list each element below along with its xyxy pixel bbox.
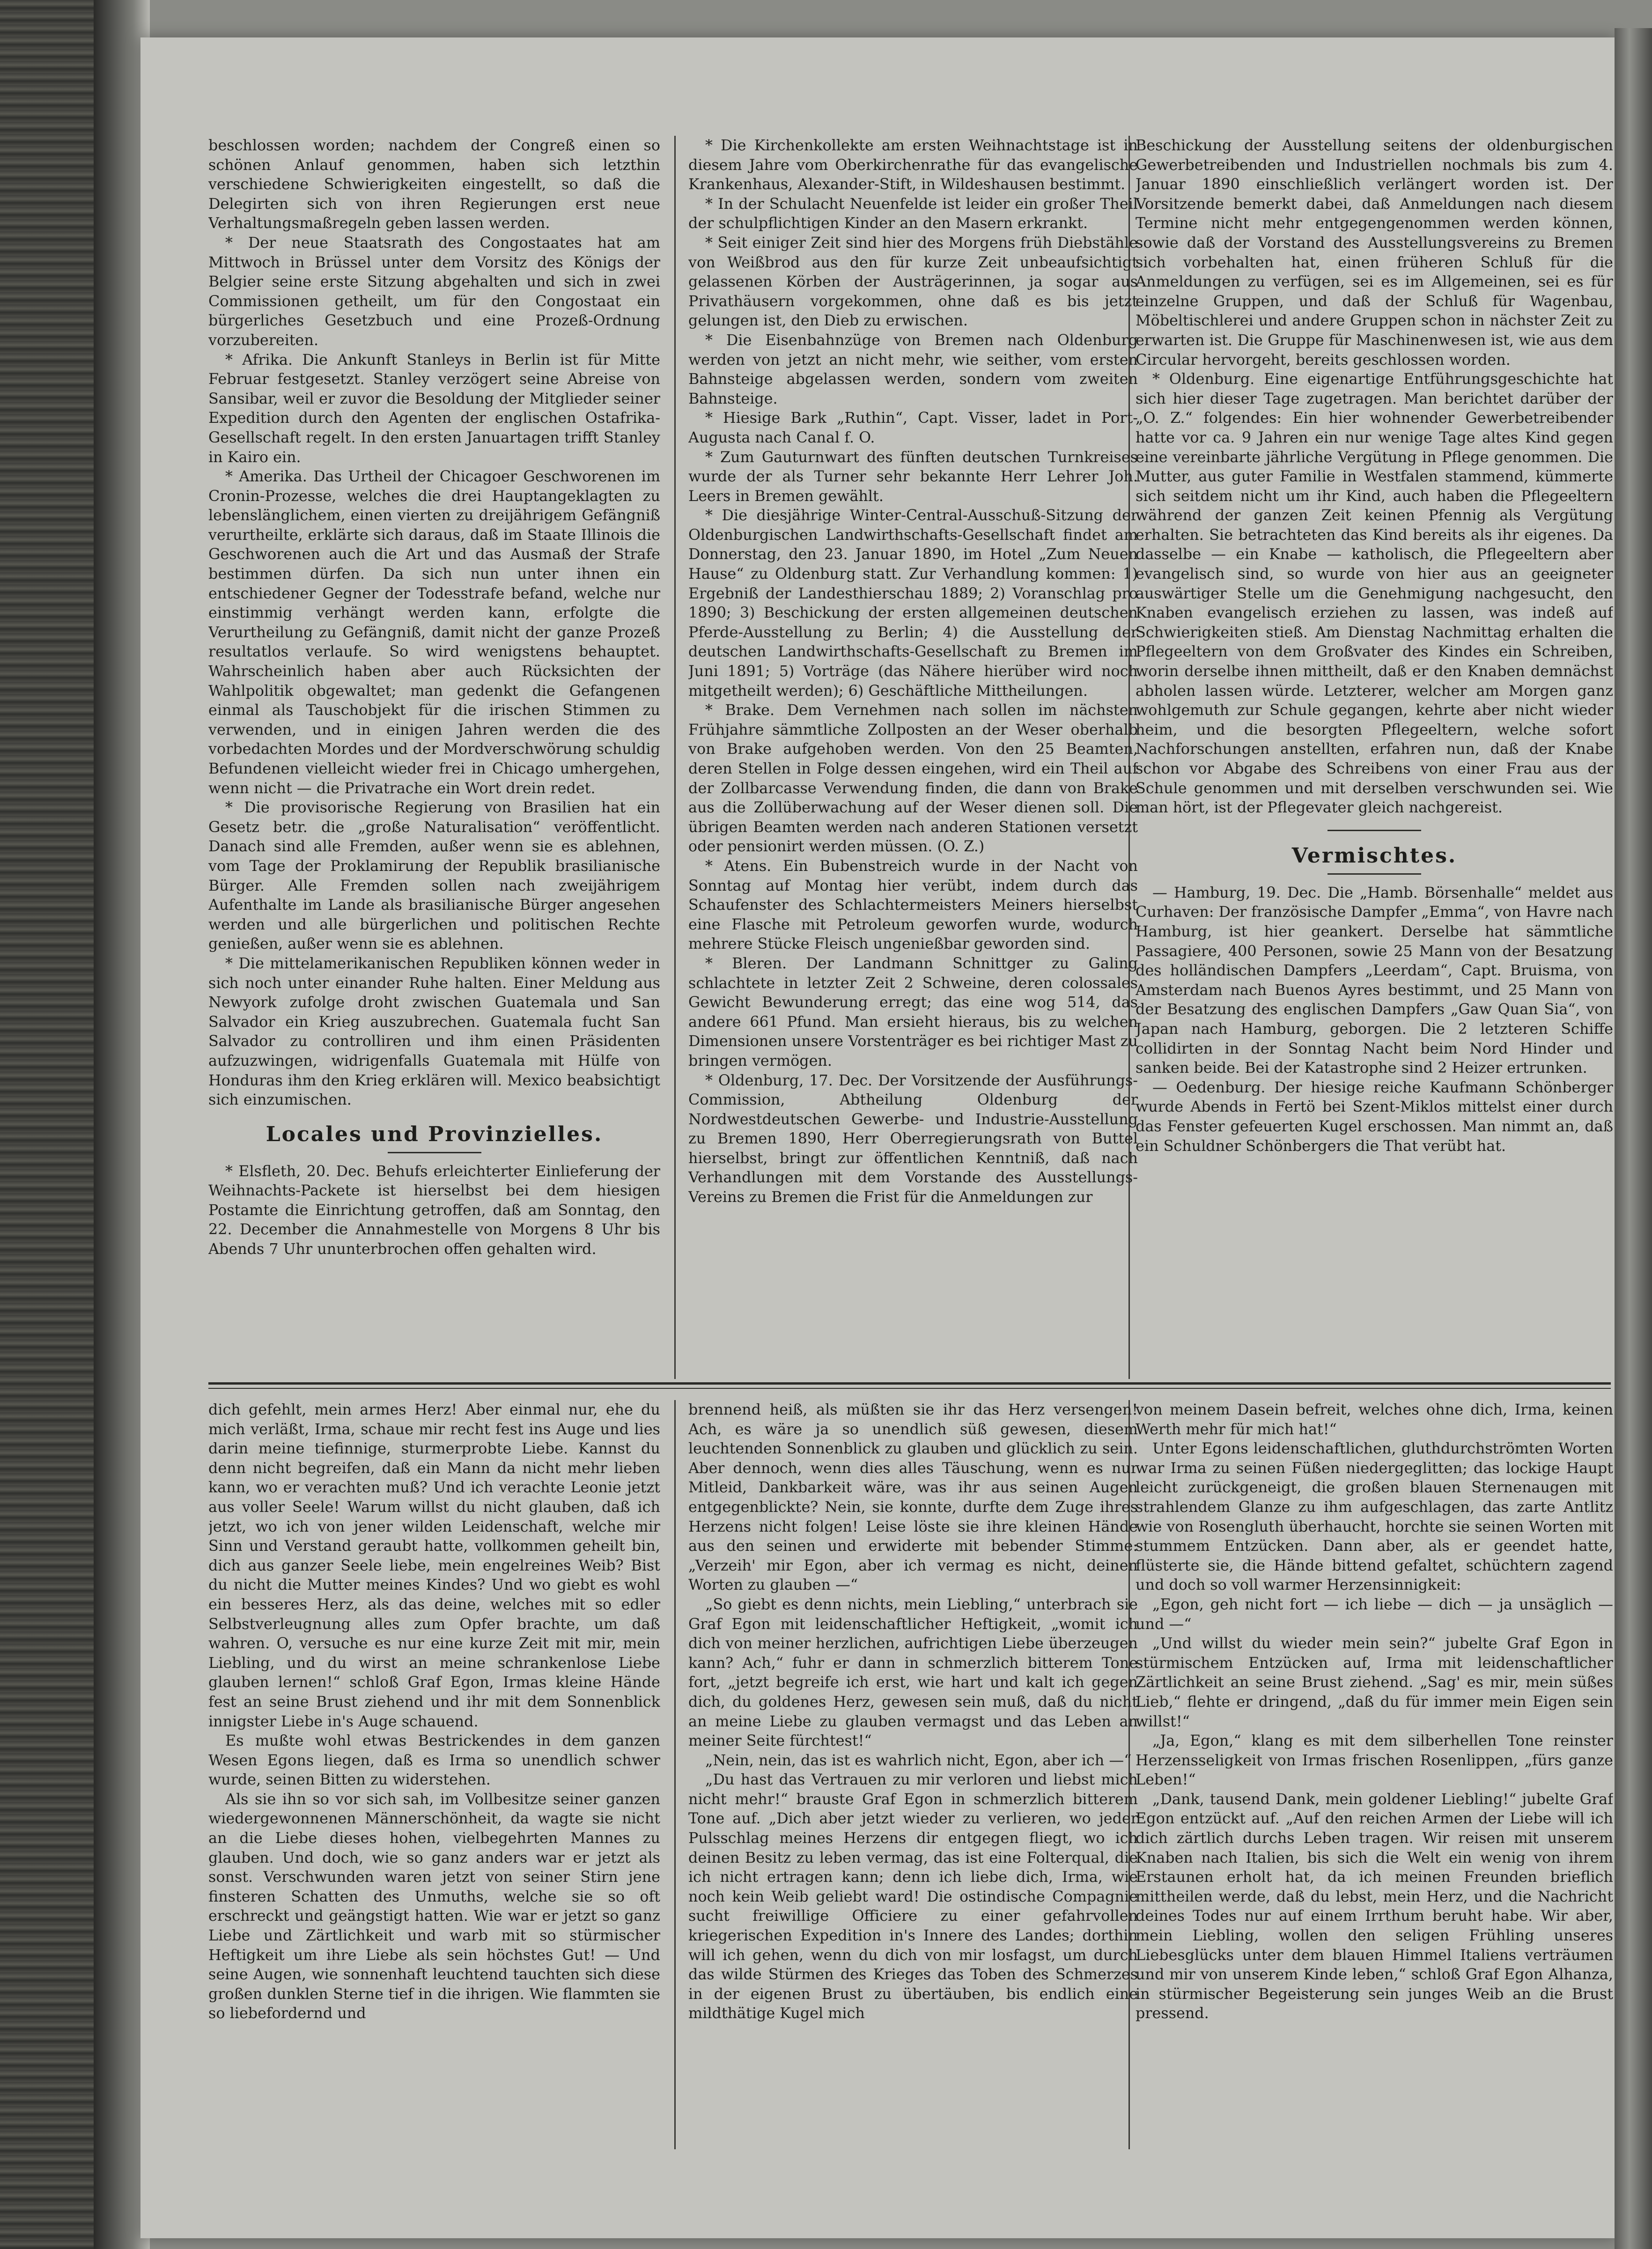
- serial-column-2: [688, 1400, 1138, 2149]
- story-paragraph: dich gefehlt, mein armes Herz! Aber einmal nur, ehe du mich verläßt, Irma, schaue mir recht fest ins Auge und lies darin meine tiefinnige, sturmerprobte Liebe. Kannst du denn nicht begreifen, daß ein Mann da nicht mehr lieben kann, wo er verachten muß? Und ich verachte Leonie jetzt aus voller Seele! Warum willst du nicht glauben, daß ich jetzt, wo ich von jener wilden Leidenschaft, welche mir Sinn und Verstand geraubt hatte, vollkommen geheilt bin, dich aus ganzer Seele liebe, mein engelreines Weib? Bist du nicht die Mutter meines Kindes? Und wo giebt es wohl ein besseres Herz, als das deine, welches mit so edler Selbstverleugnung alles zum Opfer brachte, um daß wahren. O, versuche es nur eine kurze Zeit mit mir, mein Liebling, und du wirst an meine schrankenlose Liebe glauben lernen!“ schloß Graf Egon, Irmas kleine Hände fest an seine Brust ziehend und ihr mit dem Sonnenblick innigster Liebe in's Auge schauend.: [208, 1401, 660, 1730]
- article-paragraph: beschlossen worden; nachdem der Congreß einen so schönen Anlauf genommen, haben sich letzthin verschiedene Schwierigkeiten eingestellt, so daß die Delegirten sich von ihren Regierungen erst neue Verhaltungsmaßregeln geben lassen werden.: [208, 137, 660, 232]
- article-paragraph: * Die diesjährige Winter-Central-Ausschuß-Sitzung der Oldenburgischen Landwirthschafts-Gesellschaft findet am Donnerstag, den 23. Januar 1890, im Hotel „Zum Neuen Hause“ zu Oldenburg statt. Zur Verhandlung kommen: 1) Ergebniß der Landesthierschau 1889; 2) Voranschlag pro 1890; 3) Beschickung der ersten allgemeinen deutschen Pferde-Ausstellung zu Berlin; 4) die Ausstellung der deutschen Landwirthschafts-Gesellschaft zu Bremen im Juni 1891; 5) Vorträge (das Nähere hierüber wird noch mitgetheilt werden); 6) Geschäftliche Mittheilungen.: [688, 507, 1138, 700]
- story-paragraph: „Egon, geh nicht fort — ich liebe — dich — ja unsäglich — und —“: [1136, 1595, 1613, 1633]
- story-paragraph: Unter Egons leidenschaftlichen, gluthdurchströmten Worten war Irma zu seinen Füßen niedergeglitten; das lockige Haupt leicht zurückgeneigt, die großen blauen Sternenaugen mit strahlendem Glanze zu ihm aufgeschlagen, das zarte Antlitz wie von Rosengluth überhaucht, horchte sie seinen Worten mit stummem Entzücken. Dann aber, als er geendet hatte, flüsterte sie, die Hände bittend gefaltet, schüchtern zagend und doch so voll warmer Herzensinnigkeit:: [1136, 1440, 1613, 1594]
- article-paragraph: * Die Kirchenkollekte am ersten Weihnachtstage ist in diesem Jahre vom Oberkirchenrathe für das evangelische Krankenhaus, Alexander-Stift, in Wildeshausen bestimmt.: [688, 137, 1138, 193]
- article-paragraph: * Zum Gauturnwart des fünften deutschen Turnkreises wurde der als Turner sehr bekannte Herr Lehrer Joh. Leers in Bremen gewählt.: [688, 448, 1138, 505]
- book-binding: [0, 0, 108, 2249]
- section-heading-locales: Locales und Provinzielles.: [266, 1122, 603, 1146]
- next-page-edge: [1615, 28, 1652, 2249]
- serial-column-1: [208, 1400, 660, 2149]
- heading-rule: [388, 1152, 481, 1153]
- article-paragraph: * Elsfleth, 20. Dec. Behufs erleichterter Einlieferung der Weihnachts-Packete ist hierselbst bei dem hiesigen Postamte die Einrichtung getroffen, daß am Sonntag, den 22. December die Annahmestelle von Morgens 8 Uhr bis Abends 7 Uhr ununterbrochen offen gehalten wird.: [208, 1162, 660, 1258]
- article-paragraph: * Der neue Staatsrath des Congostaates hat am Mittwoch in Brüssel unter dem Vorsitz des Königs der Belgier seine erste Sitzung abgehalten und sich in zwei Commissionen getheilt, um für den Congostaat ein bürgerliches Gesetzbuch und eine Prozeß-Ordnung vorzubereiten.: [208, 234, 660, 349]
- section-rule: [208, 1382, 1611, 1385]
- article-paragraph: * Brake. Dem Vernehmen nach sollen im nächsten Frühjahre sämmtliche Zollposten an der Weser oberhalb von Brake aufgehoben werden. Von den 25 Beamten, deren Stellen in Folge dessen eingehen, wird ein Theil auf der Zollbarcasse Verwendung finden, die dann von Brake aus die Zollüberwachung auf der Weser dienen soll. Die übrigen Beamten werden nach anderen Stationen versetzt oder pensionirt werden müssen. (O. Z.): [688, 701, 1138, 855]
- article-paragraph: Beschickung der Ausstellung seitens der oldenburgischen Gewerbetreibenden und Industriellen nochmals bis zum 4. Januar 1890 einschließlich verlängert worden ist. Der Vorsitzende bemerkt dabei, daß Anmeldungen nach diesem Termine nicht mehr entgegengenommen werden können, sowie daß der Vorstand des Ausstellungsvereins zu Bremen sich vorbehalten hat, einen früheren Schluß für die Anmeldungen zu verfügen, sei es im Allgemeinen, sei es für einzelne Gruppen, und daß der Schluß für Wagenbau, Möbeltischlerei und andere Gruppen schon in nächster Zeit zu erwarten ist. Die Gruppe für Maschinenwesen ist, wie aus dem Circular hervorgeht, bereits geschlossen worden.: [1136, 137, 1613, 369]
- article-paragraph: * Afrika. Die Ankunft Stanleys in Berlin ist für Mitte Februar festgesetzt. Stanley verzögert seine Abreise von Sansibar, weil er zuvor die Besoldung der Mitglieder seiner Expedition durch den Agenten der englischen Ostafrika-Gesellschaft regelt. In den ersten Januartagen trifft Stanley in Kairo ein.: [208, 351, 660, 466]
- article-paragraph: * Atens. Ein Bubenstreich wurde in der Nacht von Sonntag auf Montag hier verübt, indem durch das Schaufenster des Schlachtermeisters Meiners hierselbst eine Flasche mit Petroleum geworfen wurde, wodurch mehrere Stücke Fleisch ungenießbar geworden sind.: [688, 857, 1138, 953]
- story-paragraph: „Und willst du wieder mein sein?“ jubelte Graf Egon in stürmischem Entzücken auf, Irma mit leidenschaftlicher Zärtlichkeit an seine Brust ziehend. „Sag' es mir, mein süßes Lieb,“ flehte er dringend, „daß du für immer mein Eigen sein willst!“: [1136, 1635, 1613, 1730]
- serial-column-3: [1136, 1400, 1613, 2149]
- article-paragraph: — Oedenburg. Der hiesige reiche Kaufmann Schönberger wurde Abends in Fertö bei Szent-Miklos mittelst einer durch das Fenster gefeuerten Kugel erschossen. Man nimmt an, daß ein Schuldner Schönbergers die That verübt hat.: [1136, 1078, 1613, 1155]
- heading-rule: [1328, 830, 1421, 831]
- article-paragraph: * Hiesige Bark „Ruthin“, Capt. Visser, ladet in Port-Augusta nach Canal f. O.: [688, 409, 1138, 446]
- column-rule-bottom-1: [674, 1400, 676, 2149]
- article-paragraph: * Oldenburg, 17. Dec. Der Vorsitzende der Ausführungs-Commission, Abtheilung Oldenburg der Nordwestdeutschen Gewerbe- und Industrie-Ausstellung zu Bremen 1890, Herr Oberregierungsrath von Buttel hierselbst, bringt zur öffentlichen Kenntniß, daß nach Verhandlungen mit dem Vorstande des Ausstellungs-Vereins zu Bremen die Frist für die Anmeldungen zur: [688, 1071, 1138, 1206]
- story-paragraph: „Du hast das Vertrauen zu mir verloren und liebst mich nicht mehr!“ brauste Graf Egon in schmerzlich bitterem Tone auf. „Dich aber jetzt wieder zu verlieren, wo jeder Pulsschlag meines Herzens dir entgegen fliegt, wo ich deinen Besitz zu leben vermag, das ist eine Folterqual, die ich nicht ertragen kann; denn ich liebe dich, Irma, wie noch kein Weib geliebt ward! Die ostindische Compagnie sucht freiwillige Officiere zu einer gefahrvollen kriegerischen Expedition in's Innere des Landes; dorthin will ich gehen, wenn du dich von mir losfagst, um durch das wilde Stürmen des Krieges das Toben des Schmerzes in der eigenen Brust zu übertäuben, bis endlich eine mildthätige Kugel mich: [688, 1771, 1138, 2022]
- article-paragraph: * Seit einiger Zeit sind hier des Morgens früh Diebstähle von Weißbrod aus den für kurze Zeit unbeaufsichtigt gelassenen Körben der Austrägerinnen, ja sogar aus Privathäusern vorgekommen, ohne daß es bis jetzt gelungen ist, den Dieb zu erwischen.: [688, 234, 1138, 330]
- story-paragraph: „Nein, nein, das ist es wahrlich nicht, Egon, aber ich —“: [705, 1751, 1132, 1769]
- story-paragraph: von meinem Dasein befreit, welches ohne dich, Irma, keinen Werth mehr für mich hat!“: [1136, 1401, 1613, 1438]
- heading-rule: [1328, 873, 1421, 875]
- top-column-2: [688, 136, 1138, 1379]
- article-paragraph: — Hamburg, 19. Dec. Die „Hamb. Börsenhalle“ meldet aus Curhaven: Der französische Dampfer „Emma“, von Havre nach Hamburg, ist hier geankert. Derselbe hat sämmtliche Passagiere, 400 Personen, sowie 25 Mann von der Besatzung des holländischen Dampfers „Leerdam“, Capt. Bruisma, von Amsterdam nach Buenos Ayres bestimmt, und 25 Mann von der Besatzung des englischen Dampfers „Gaw Quan Sia“, von Japan nach Hamburg, geborgen. Die 2 letzteren Schiffe collidirten in der Sonntag Nacht beim Nord Hinder und sanken beide. Bei der Katastrophe sind 2 Heizer ertrunken.: [1136, 884, 1613, 1077]
- section-heading-vermischtes: Vermischtes.: [1291, 843, 1457, 868]
- story-paragraph: Als sie ihn so vor sich sah, im Vollbesitze seiner ganzen wiedergewonnenen Männerschönheit, da wagte sie nicht an die Liebe dieses hohen, vielbegehrten Mannes zu glauben. Und doch, wie so ganz anders war er jetzt als sonst. Verschwunden waren jetzt von seiner Stirn jene finsteren Schatten des Unmuths, welche sie so oft erschreckt und geängstigt hatten. Wie war er jetzt so ganz Liebe und Zärtlichkeit und warb mit so stürmischer Heftigkeit um ihre Liebe als sein höchstes Gut! — Und seine Augen, wie sonnenhaft leuchtend tauchten sich diese großen dunklen Sterne tief in die ihrigen. Wie flammten sie so liebefordernd und: [208, 1790, 660, 2022]
- article-paragraph: * Die mittelamerikanischen Republiken können weder in sich noch unter einander Ruhe halten. Einer Meldung aus Newyork zufolge droht zwischen Guatemala und San Salvador ein Krieg auszubrechen. Guatemala fucht San Salvador zu controlliren und ihm einen Präsidenten aufzuzwingen, widrigenfalls Guatemala mit Hülfe von Honduras ihm den Krieg erklären will. Mexico beabsichtigt sich einzumischen.: [208, 954, 660, 1109]
- column-rule-top-1: [674, 136, 676, 1379]
- article-paragraph: * In der Schulacht Neuenfelde ist leider ein großer Theil der schulpflichtigen Kinder an den Masern erkrankt.: [688, 195, 1138, 232]
- story-paragraph: Es mußte wohl etwas Bestrickendes in dem ganzen Wesen Egons liegen, daß es Irma so unendlich schwer wurde, seinen Bitten zu widerstehen.: [208, 1732, 660, 1789]
- top-column-1: [208, 136, 660, 1379]
- story-paragraph: brennend heiß, als müßten sie ihr das Herz versengen! Ach, es wäre ja so unendlich süß gewesen, diesem leuchtenden Sonnenblick zu glauben und glücklich zu sein. Aber dennoch, wenn dies alles Täuschung, wenn es nur Mitleid, Dankbarkeit wäre, was ihr aus seinen Augen entgegenblickte? Nein, sie konnte, durfte dem Zuge ihres Herzens nicht folgen! Leise löste sie ihre kleinen Hände aus den seinen und erwiderte mit bebender Stimme: „Verzeih' mir Egon, aber ich vermag es nicht, deinen Worten zu glauben —“: [688, 1401, 1138, 1594]
- article-paragraph: * Oldenburg. Eine eigenartige Entführungsgeschichte hat sich hier dieser Tage zugetragen. Man berichtet darüber der „O. Z.“ folgendes: Ein hier wohnender Gewerbetreibender hatte vor ca. 9 Jahren ein nur wenige Tage altes Kind gegen eine vereinbarte jährliche Vergütung in Pflege genommen. Die Mutter, aus guter Familie in Westfalen stammend, kümmerte sich seitdem nicht um ihr Kind, auch haben die Pflegeeltern während der ganzen Zeit keinen Pfennig als Vergütung erhalten. Sie betrachteten das Kind bereits als ihr eigenes. Da dasselbe — ein Knabe — katholisch, die Pflegeeltern aber evangelisch sind, so wurde von hier aus an geeigneter auswärtiger Stelle um die Genehmigung nachgesucht, den Knaben evangelisch erziehen zu lassen, was indeß auf Schwierigkeiten stieß. Am Dienstag Nachmittag erhalten die Pflegeeltern von dem Großvater des Kindes ein Schreiben, worin derselbe ihnen mittheilt, daß er den Knaben demnächst abholen lassen würde. Letzterer, welcher am Morgen ganz wohlgemuth zur Schule gegangen, kehrte aber nicht wieder heim, und die besorgten Pflegeeltern, welche sofort Nachforschungen anstellten, erfahren nun, daß der Knabe schon vor Abgabe des Schreibens von einer Frau aus der Schule genommen und mit derselben verschwunden sei. Wie man hört, ist der Pflegevater gleich nachgereist.: [1136, 370, 1613, 817]
- story-paragraph: „Ja, Egon,“ klang es mit dem silberhellen Tone reinster Herzensseligkeit von Irmas frischen Rosenlippen, „fürs ganze Leben!“: [1136, 1732, 1613, 1789]
- article-paragraph: * Amerika. Das Urtheil der Chicagoer Geschworenen im Cronin-Prozesse, welches die drei Hauptangeklagten zu lebenslänglichem, einen vierten zu dreijährigem Gefängniß verurtheilte, erklärte sich daraus, daß im Staate Illinois die Geschworenen auch die Art und das Ausmaß der Strafe bestimmen dürfen. Da sich nun unter ihnen ein entschiedener Gegner der Todesstrafe befand, welche nur einstimmig verhängt werden kann, erfolgte die Verurtheilung zu Gefängniß, damit nicht der ganze Prozeß resultatlos verlaufe. So wird wenigstens behauptet. Wahrscheinlich haben aber auch Rücksichten der Wahlpolitik obgewaltet; man gedenkt die Gefangenen einmal als Tauschobjekt für die irischen Stimmen zu verwenden, und in einigen Jahren werden die des vorbedachten Mordes und der Mordverschwörung schuldig Befundenen vielleicht wieder frei in Chicago umhergehen, wenn nicht — die Privatrache ein Wort drein redet.: [208, 468, 660, 797]
- story-paragraph: „Dank, tausend Dank, mein goldener Liebling!“ jubelte Graf Egon entzückt auf. „Auf den reichen Armen der Liebe will ich dich zärtlich durchs Leben tragen. Wir reisen mit unserem Knaben nach Italien, bis sich die Welt ein wenig von ihrem Erstaunen erholt hat, da ich meinen Freunden brieflich mittheilen werde, daß du lebst, mein Herz, und die Nachricht deines Todes nur auf einem Irrthum beruht habe. Wir aber, mein Liebling, wollen den seligen Frühling unseres Liebesglücks unter dem blauen Himmel Italiens verträumen und mir von unserem Kinde leben,“ schloß Graf Egon Alhanza, in stürmischer Begeisterung sein junges Weib an die Brust pressend.: [1136, 1790, 1613, 2022]
- section-rule-thin: [208, 1388, 1611, 1389]
- story-paragraph: „So giebt es denn nichts, mein Liebling,“ unterbrach sie Graf Egon mit leidenschaftlicher Heftigkeit, „womit ich dich von meiner herzlichen, aufrichtigen Liebe überzeugen kann? Ach,“ fuhr er dann in schmerzlich bitterem Tone fort, „jetzt begreife ich erst, wie hart und kalt ich gegen dich, du goldenes Herz, gewesen sein muß, daß du nicht an meine Liebe zu glauben vermagst und das Leben an meiner Seite fürchtest!“: [688, 1595, 1138, 1750]
- article-paragraph: * Bleren. Der Landmann Schnittger zu Galing schlachtete in letzter Zeit 2 Schweine, deren colossales Gewicht Bewunderung erregt; das eine wog 514, das andere 661 Pfund. Man ersieht hieraus, bis zu welchen Dimensionen unsere Vorstenträger es bei richtiger Mast zu bringen vermögen.: [688, 954, 1138, 1069]
- article-paragraph: * Die provisorische Regierung von Brasilien hat ein Gesetz betr. die „große Naturalisation“ veröffentlicht. Danach sind alle Fremden, außer wenn sie es ablehnen, vom Tage der Proklamirung der Republik brasilianische Bürger. Alle Fremden sollen nach zweijährigem Aufenthalte im Lande als brasilianische Bürger angesehen werden und alle bürgerlichen und politischen Rechte genießen, außer wenn sie es ablehnen.: [208, 799, 660, 953]
- article-paragraph: * Die Eisenbahnzüge von Bremen nach Oldenburg werden von jetzt an nicht mehr, wie seither, vom ersten Bahnsteige abgelassen werden, sondern vom zweiten Bahnsteige.: [688, 331, 1138, 407]
- top-column-3: [1136, 136, 1613, 1379]
